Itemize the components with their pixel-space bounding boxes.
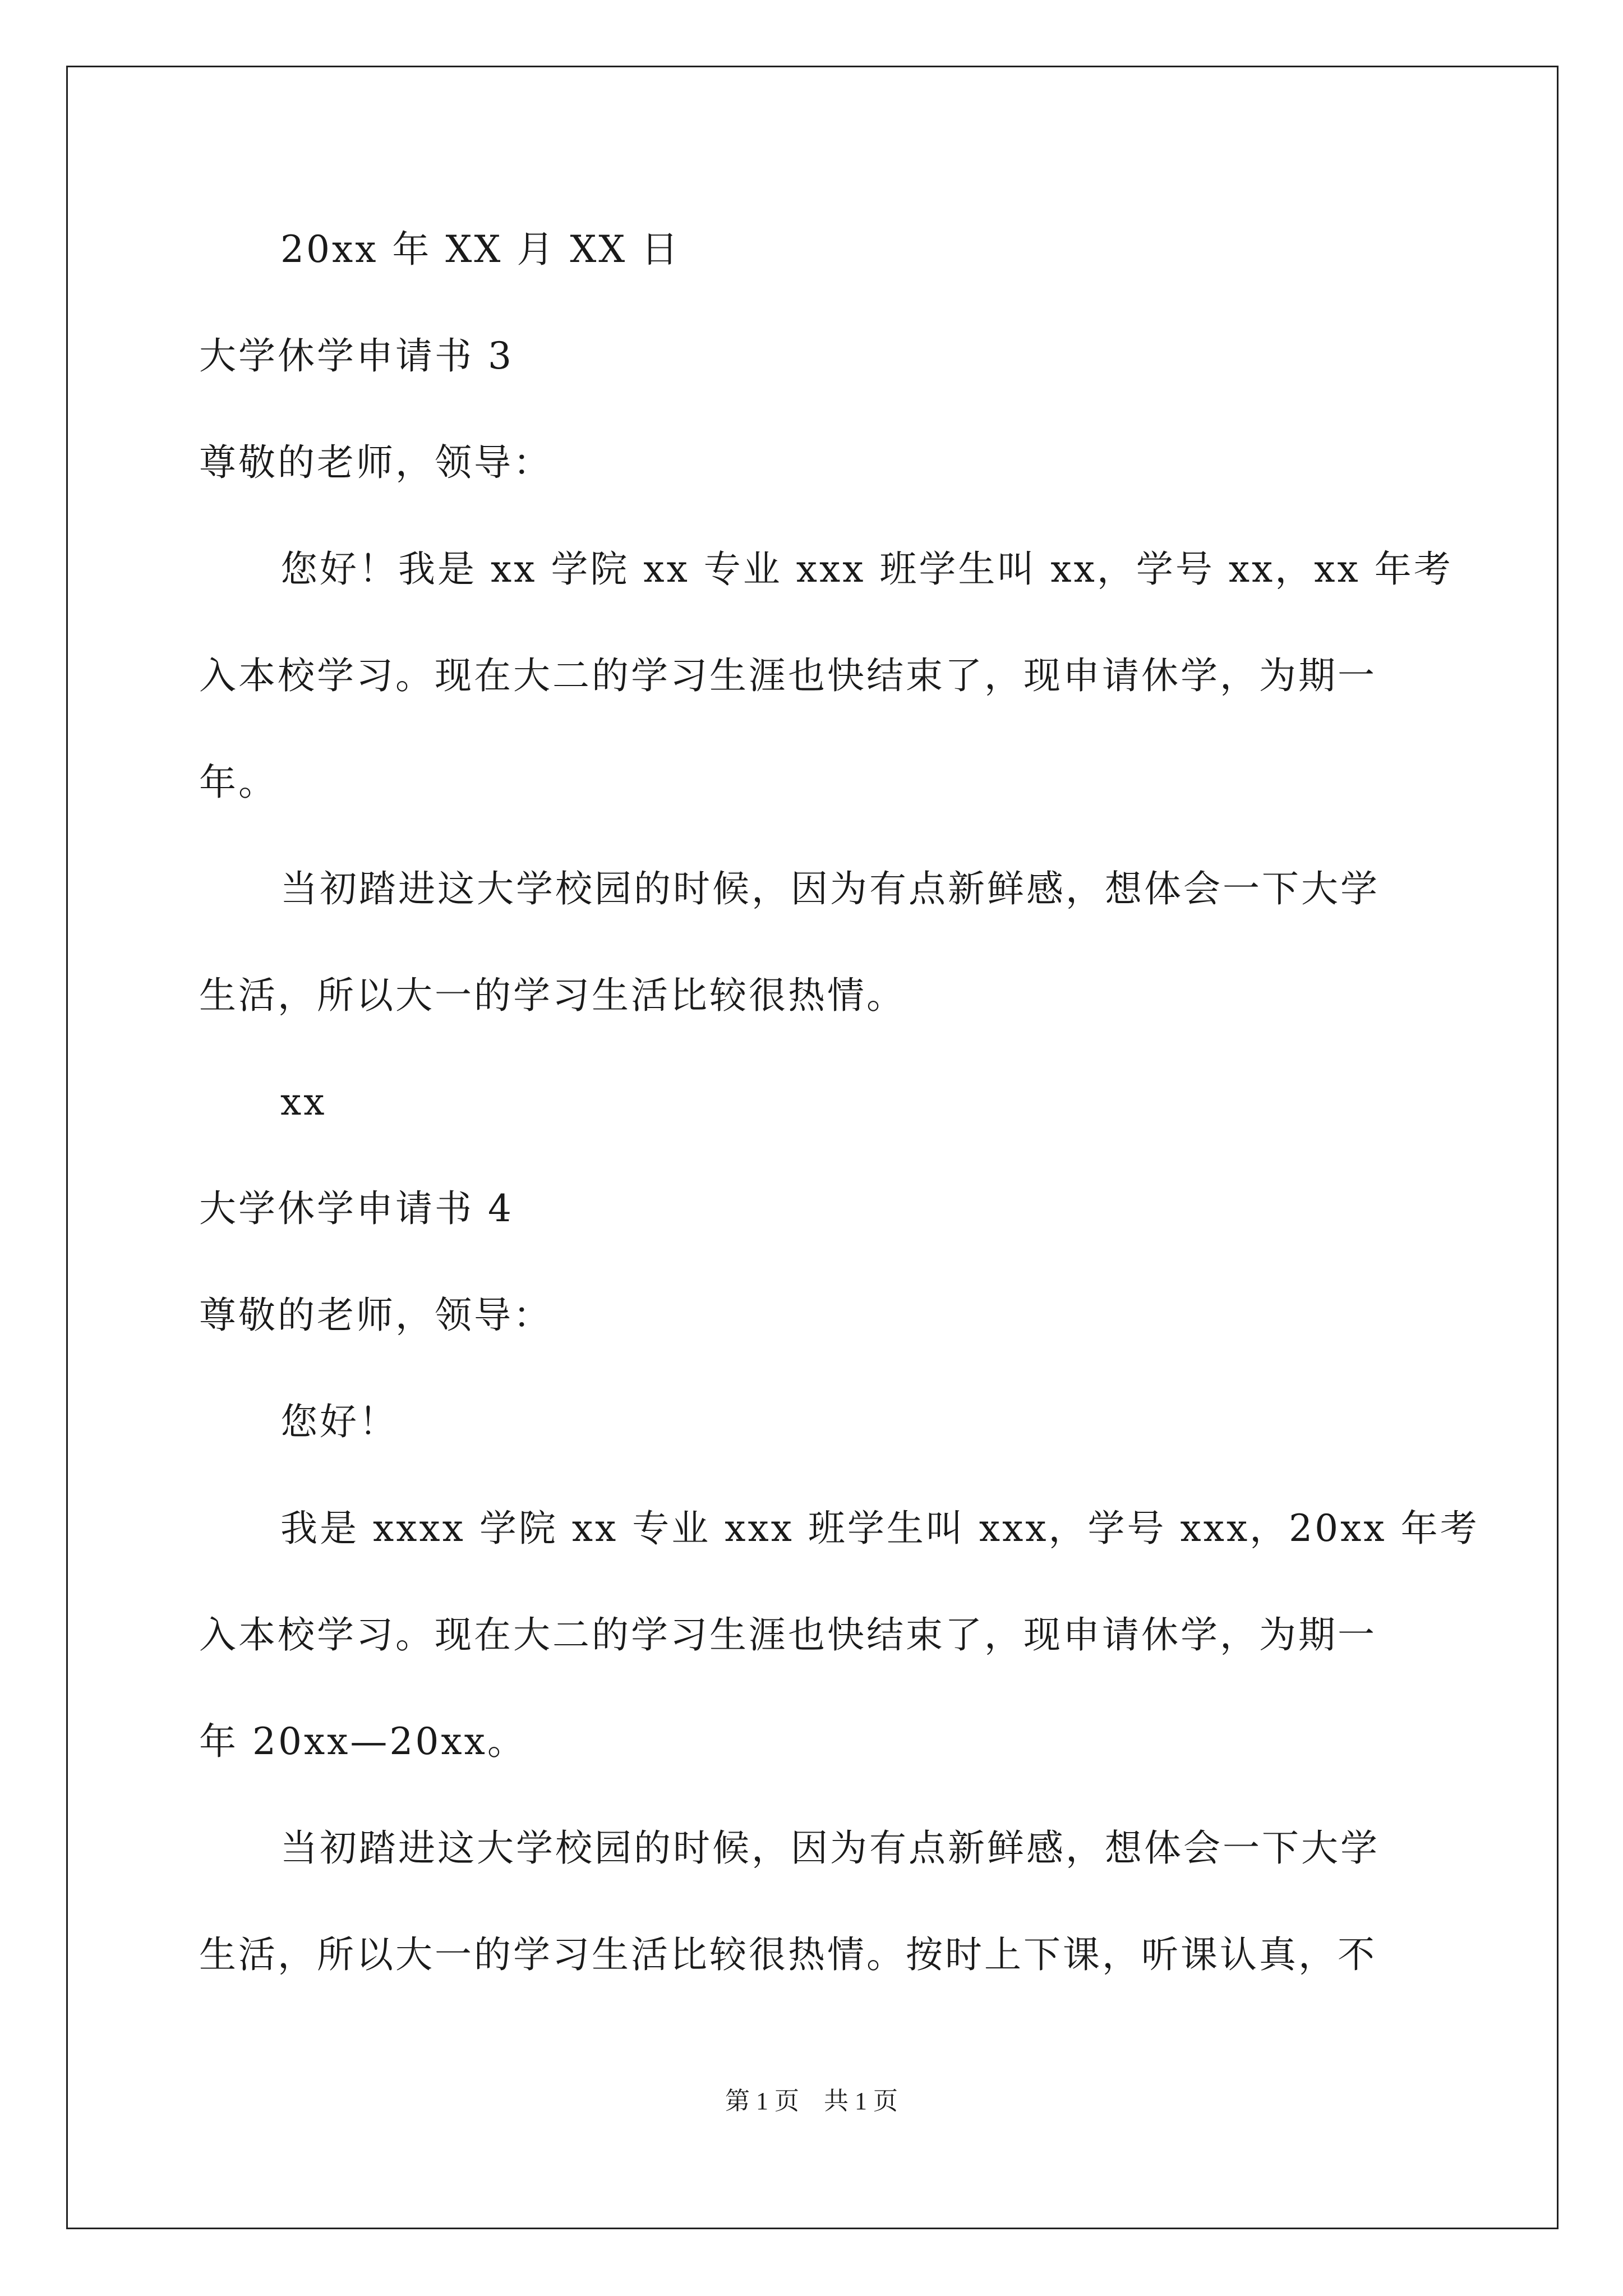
paragraph-line: 年 20xx—20xx。	[199, 1720, 527, 1763]
paragraph-line: 我是 xxxx 学院 xx 专业 xxx 班学生叫 xxx，学号 xxx，20xx 年考	[280, 1507, 1479, 1550]
paragraph-line: 生活，所以大一的学习生活比较很热情。按时上下课，听课认真，不	[199, 1933, 1377, 1976]
section-title-3: 大学休学申请书 3	[199, 334, 514, 378]
page-border	[66, 66, 1559, 2229]
salutation-3: 尊敬的老师，领导：	[199, 441, 552, 484]
paragraph-line: 当初踏进这大学校园的时候，因为有点新鲜感，想体会一下大学	[280, 867, 1380, 910]
page-footer: 第 1 页 共 1 页	[725, 2087, 898, 2115]
paragraph-line: 当初踏进这大学校园的时候，因为有点新鲜感，想体会一下大学	[280, 1826, 1380, 1870]
paragraph-line: 年。	[199, 761, 278, 804]
signature-name: xx	[280, 1080, 327, 1124]
section-title-4: 大学休学申请书 4	[199, 1187, 514, 1230]
paragraph-line: 生活，所以大一的学习生活比较很热情。	[199, 974, 906, 1017]
greeting: 您好！	[280, 1400, 398, 1443]
paragraph-line: 入本校学习。现在大二的学习生涯也快结束了，现申请休学，为期一	[199, 1613, 1377, 1657]
salutation-4: 尊敬的老师，领导：	[199, 1294, 552, 1337]
signature-date: 20xx 年 XX 月 XX 日	[280, 228, 681, 271]
paragraph-line: 您好！我是 xx 学院 xx 专业 xxx 班学生叫 xx，学号 xx，xx 年考	[280, 547, 1453, 591]
paragraph-line: 入本校学习。现在大二的学习生涯也快结束了，现申请休学，为期一	[199, 654, 1377, 697]
